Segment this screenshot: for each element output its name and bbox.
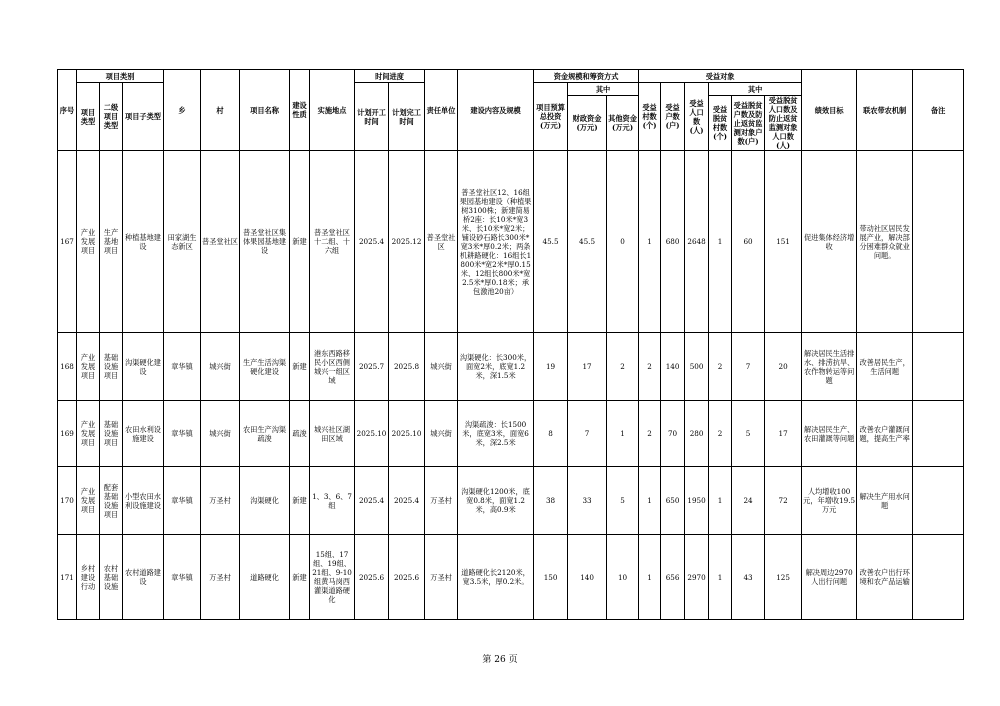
cell-poor-households: 60	[732, 151, 765, 333]
header-time-group: 时间进度	[355, 70, 425, 83]
cell-nature: 新建	[290, 467, 310, 535]
cell-total: 19	[534, 333, 568, 401]
cell-goal: 解决周边2970人出行问题	[802, 535, 857, 620]
cell-benef-households: 656	[661, 535, 685, 620]
cell-goal: 促进集体经济增收	[802, 151, 857, 333]
cell-remark	[913, 333, 964, 401]
cell-start: 2025.7	[355, 333, 389, 401]
cell-township: 章华镇	[164, 467, 201, 535]
cell-start: 2025.4	[355, 151, 389, 333]
header-total: 项目预算总投资(万元)	[534, 83, 568, 151]
cell-benef-people: 2648	[685, 151, 709, 333]
cell-benef-households: 680	[661, 151, 685, 333]
cell-other: 1	[607, 401, 639, 467]
cell-seq: 169	[58, 401, 77, 467]
cell-remark	[913, 401, 964, 467]
cell-benef-villages: 2	[639, 401, 661, 467]
cell-end: 2025.8	[389, 333, 425, 401]
cell-poor-people: 17	[765, 401, 802, 467]
page-number: 第 26 页	[482, 655, 518, 665]
cell-content: 道路硬化长2120米，宽3.5米，厚0.2米。	[458, 535, 534, 620]
cell-name: 沟渠硬化	[240, 467, 290, 535]
cell-benef-people: 2970	[685, 535, 709, 620]
cell-sub-type: 农村基础设施	[100, 535, 123, 620]
cell-benef-households: 140	[661, 333, 685, 401]
cell-benef-villages: 1	[639, 467, 661, 535]
cell-mechanism: 解决生产用水问题	[857, 467, 913, 535]
cell-township: 章华镇	[164, 333, 201, 401]
cell-name: 普圣堂社区集体果园基地建设	[240, 151, 290, 333]
cell-benef-people: 280	[685, 401, 709, 467]
cell-location: 1、3、6、7组	[310, 467, 355, 535]
cell-fiscal: 33	[568, 467, 607, 535]
header-benef-villages: 受益村数(个)	[639, 83, 661, 151]
cell-mechanism: 带动社区居民发展产业，解决部分困难群众就业问题。	[857, 151, 913, 333]
header-benef-households: 受益户数(户)	[661, 83, 685, 151]
header-other: 其他资金(万元)	[607, 96, 639, 151]
cell-total: 150	[534, 535, 568, 620]
cell-village: 万圣村	[201, 467, 240, 535]
header-mechanism: 联农带农机制	[857, 70, 913, 151]
header-category-group: 项目类别	[77, 70, 164, 83]
cell-location: 港东西路移民小区西侧城兴一组区域	[310, 333, 355, 401]
header-type: 项目类型	[77, 83, 100, 151]
table-row	[58, 333, 988, 401]
cell-content: 沟渠硬化1200米，底宽0.8米，面宽1.2米，高0.9米	[458, 467, 534, 535]
cell-unit: 普圣堂社区	[425, 151, 458, 333]
cell-content: 普圣堂社区12、16组果园基地建设（种植果树3100株；新建简易桥2座：长10米*宽3米、长10米*宽2米；铺设砂石路长300米*宽3米*厚0.2米；两条机耕路硬化：16组长1800米*宽2米*厚0.15米、12组长800米*宽2.5米*厚0.18米；承包激池20亩）	[458, 151, 534, 333]
cell-fiscal: 17	[568, 333, 607, 401]
cell-type: 产业发展项目	[77, 151, 100, 333]
cell-poor-villages: 2	[709, 333, 732, 401]
cell-subclass: 种植基地建设	[123, 151, 164, 333]
cell-benef-villages: 1	[639, 151, 661, 333]
cell-sub-type: 基础设施项目	[100, 401, 123, 467]
cell-sub-type: 配套基础设施项目	[100, 467, 123, 535]
cell-poor-households: 5	[732, 401, 765, 467]
cell-benef-households: 650	[661, 467, 685, 535]
cell-total: 45.5	[534, 151, 568, 333]
header-unit: 责任单位	[425, 70, 458, 151]
header-remark: 备注	[913, 70, 964, 151]
cell-end: 2025.6	[389, 535, 425, 620]
cell-nature: 疏浚	[290, 401, 310, 467]
cell-location: 15组、17组、19组、21组、9-10组黄马岗西灌渠道路硬化	[310, 535, 355, 620]
cell-remark	[913, 535, 964, 620]
header-poor-households: 受益脱贫户数及防止返贫监测对象户数(户)	[732, 96, 765, 151]
cell-content: 沟渠疏浚：长1500米，底宽3米，面宽6米，深2.5米	[458, 401, 534, 467]
cell-township: 田家湖生态新区	[164, 151, 201, 333]
cell-goal: 解决居民生产、农田灌溉等问题	[802, 401, 857, 467]
table-row	[58, 151, 988, 333]
cell-other: 2	[607, 333, 639, 401]
cell-subclass: 小型农田水利设施建设	[123, 467, 164, 535]
header-nature: 建设性质	[290, 70, 310, 151]
cell-goal: 人均增收100元，年增收19.5万元	[802, 467, 857, 535]
cell-village: 城兴街	[201, 333, 240, 401]
cell-unit: 万圣村	[425, 467, 458, 535]
cell-mechanism: 改善农户出行环境和农产品运输	[857, 535, 913, 620]
cell-village: 普圣堂社区	[201, 151, 240, 333]
cell-other: 5	[607, 467, 639, 535]
cell-seq: 167	[58, 151, 77, 333]
cell-type: 乡村建设行动	[77, 535, 100, 620]
cell-township: 章华镇	[164, 535, 201, 620]
header-benef-sub: 其中	[709, 83, 802, 96]
header-fund-group: 资金规模和筹资方式	[534, 70, 639, 83]
cell-name: 农田生产沟渠疏浚	[240, 401, 290, 467]
cell-poor-villages: 1	[709, 151, 732, 333]
header-village: 村	[201, 70, 240, 151]
cell-end: 2025.10	[389, 401, 425, 467]
header-name: 项目名称	[240, 70, 290, 151]
header-subclass: 项目子类型	[123, 83, 164, 151]
header-start: 计划开工时间	[355, 83, 389, 151]
cell-other: 10	[607, 535, 639, 620]
cell-content: 沟渠硬化：长300米，面宽2米，底宽1.2米，深1.5米	[458, 333, 534, 401]
cell-start: 2025.4	[355, 467, 389, 535]
cell-seq: 171	[58, 535, 77, 620]
cell-name: 道路硬化	[240, 535, 290, 620]
table-row	[58, 401, 988, 467]
cell-village: 城兴街	[201, 401, 240, 467]
header-poor-people: 受益脱贫人口数及防止返贫监测对象人口数(人)	[765, 96, 802, 151]
cell-unit: 万圣村	[425, 535, 458, 620]
header-poor-villages: 受益脱贫村数(个)	[709, 96, 732, 151]
cell-poor-households: 24	[732, 467, 765, 535]
cell-total: 8	[534, 401, 568, 467]
header-benef-people: 受益人口数(人)	[685, 83, 709, 151]
cell-unit: 城兴街	[425, 333, 458, 401]
cell-poor-people: 72	[765, 467, 802, 535]
cell-mechanism: 改善居民生产，生活问题	[857, 333, 913, 401]
cell-poor-villages: 1	[709, 535, 732, 620]
cell-end: 2025.4	[389, 467, 425, 535]
header-seq: 序号	[58, 70, 77, 151]
cell-end: 2025.12	[389, 151, 425, 333]
cell-fiscal: 45.5	[568, 151, 607, 333]
cell-type: 产业发展项目	[77, 333, 100, 401]
header-sub-type: 二级项目类型	[100, 83, 123, 151]
cell-subclass: 农村道路建设	[123, 535, 164, 620]
cell-poor-people: 20	[765, 333, 802, 401]
cell-village: 万圣村	[201, 535, 240, 620]
cell-benef-villages: 2	[639, 333, 661, 401]
cell-poor-people: 125	[765, 535, 802, 620]
cell-total: 38	[534, 467, 568, 535]
cell-benef-households: 70	[661, 401, 685, 467]
cell-benef-villages: 1	[639, 535, 661, 620]
cell-start: 2025.6	[355, 535, 389, 620]
cell-unit: 城兴街	[425, 401, 458, 467]
cell-subclass: 农田水利设施建设	[123, 401, 164, 467]
cell-seq: 168	[58, 333, 77, 401]
header-end: 计划完工时间	[389, 83, 425, 151]
header-fiscal: 财政资金(万元)	[568, 96, 607, 151]
table-row	[58, 467, 988, 535]
cell-poor-households: 7	[732, 333, 765, 401]
cell-fiscal: 140	[568, 535, 607, 620]
cell-goal: 解决居民生活排水、排涝抗旱、农作物转运等问题	[802, 333, 857, 401]
cell-poor-households: 43	[732, 535, 765, 620]
cell-name: 生产生活沟渠硬化建设	[240, 333, 290, 401]
cell-remark	[913, 467, 964, 535]
project-table	[57, 69, 988, 620]
cell-township: 章华镇	[164, 401, 201, 467]
header-benef-group: 受益对象	[639, 70, 802, 83]
cell-location: 普圣堂社区十二组、十六组	[310, 151, 355, 333]
cell-remark	[913, 151, 964, 333]
cell-fiscal: 7	[568, 401, 607, 467]
cell-subclass: 沟渠硬化建设	[123, 333, 164, 401]
cell-sub-type: 基础设施项目	[100, 333, 123, 401]
cell-start: 2025.10	[355, 401, 389, 467]
header-goal: 绩效目标	[802, 70, 857, 151]
cell-mechanism: 改善农户灌溉问题，提高生产率	[857, 401, 913, 467]
cell-nature: 新建	[290, 535, 310, 620]
cell-other: 0	[607, 151, 639, 333]
cell-location: 城兴社区湖田区域	[310, 401, 355, 467]
cell-type: 产业发展项目	[77, 467, 100, 535]
cell-nature: 新建	[290, 333, 310, 401]
table-row	[58, 535, 988, 620]
cell-nature: 新建	[290, 151, 310, 333]
cell-sub-type: 生产基地项目	[100, 151, 123, 333]
cell-type: 产业发展项目	[77, 401, 100, 467]
header-fund-sub: 其中	[568, 83, 639, 96]
header-township: 乡	[164, 70, 201, 151]
cell-benef-people: 500	[685, 333, 709, 401]
cell-poor-villages: 1	[709, 467, 732, 535]
cell-seq: 170	[58, 467, 77, 535]
header-content: 建设内容及规模	[458, 70, 534, 151]
cell-poor-people: 151	[765, 151, 802, 333]
cell-poor-villages: 2	[709, 401, 732, 467]
header-location: 实施地点	[310, 70, 355, 151]
cell-benef-people: 1950	[685, 467, 709, 535]
